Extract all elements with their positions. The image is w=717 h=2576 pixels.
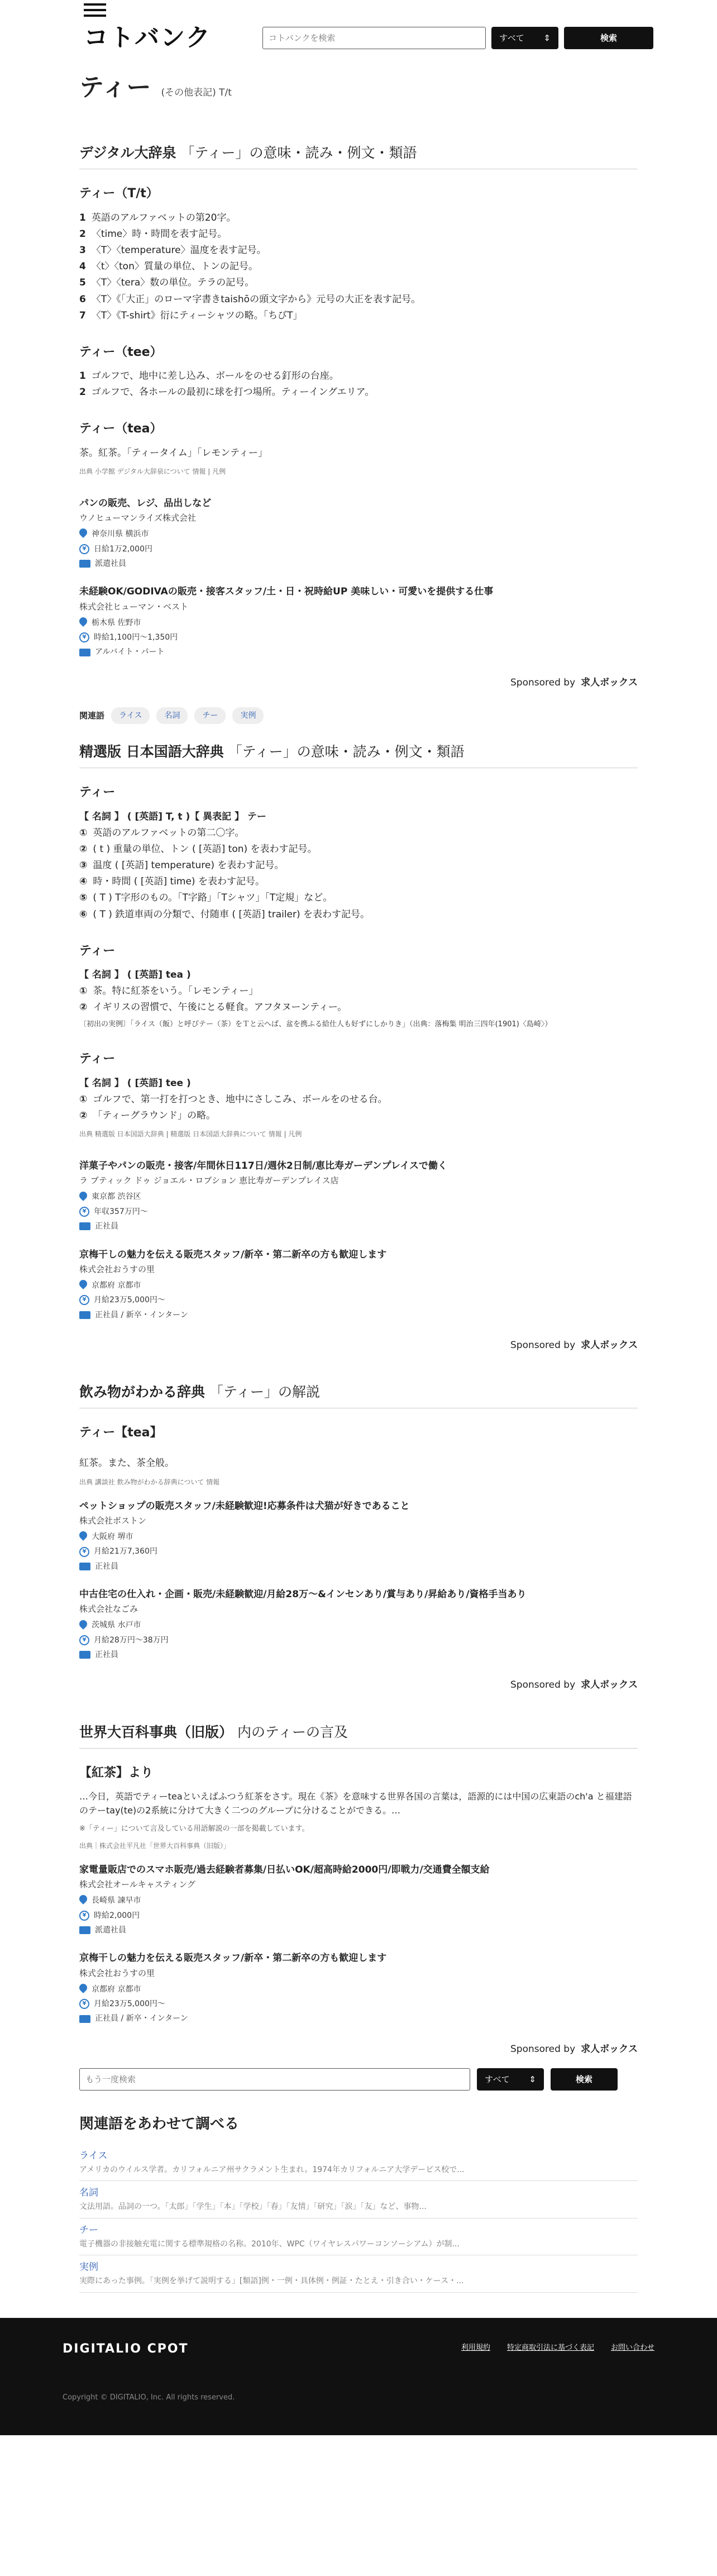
search-input[interactable] — [79, 2068, 470, 2091]
source-note: 出典 講談社 飲み物がわかる辞典について 情報 — [79, 1478, 220, 1486]
source-note: 出典 小学館 デジタル大辞泉について 情報 | 凡例 — [79, 467, 226, 475]
entry-heading: ティー — [79, 785, 116, 800]
definition-text: 英語のアルファベットの第20字。 — [91, 212, 236, 223]
definition-item — [79, 227, 638, 242]
entry-heading: ティー — [79, 944, 116, 958]
definition-number: ② — [79, 1002, 88, 1013]
dict-title: 飲み物がわかる辞典 「ティー」の解説 — [79, 1381, 638, 1408]
bottom-search-form — [79, 2068, 638, 2091]
job-type: 派遣社員 — [79, 558, 638, 570]
definition-number: 1 — [79, 370, 86, 382]
job-type: アルバイト・パート — [79, 646, 638, 658]
job-type: 派遣社員 — [79, 1924, 638, 1936]
definition-item — [79, 826, 638, 841]
definition-list — [79, 211, 638, 323]
related-chip[interactable]: 実例 — [232, 707, 264, 724]
job-type: 正社員 / 新卒・インターン — [79, 2012, 638, 2025]
definition-number: 1 — [79, 212, 86, 223]
entry — [79, 941, 638, 1031]
definition-text: 〈t〉〈ton〉質量の単位、トンの記号。 — [91, 261, 258, 273]
job-list — [79, 496, 638, 659]
definition-list — [79, 1092, 638, 1123]
definition-text: ( T ) T字形のもの。「T字路」「Tシャツ」「T定規」など。 — [93, 892, 333, 904]
definition-item — [79, 874, 638, 889]
job-title[interactable]: 未経験OK/GODIVAの販売・接客スタッフ/土・日・祝時給UP 美味しい・可愛いを提供する仕事 — [79, 586, 494, 598]
definition-number: 6 — [79, 293, 86, 305]
job-title[interactable]: 家電量販店でのスマホ販売/過去経験者募集/日払いOK/超高時給2000円/即戦力/交通費全額支給 — [79, 1864, 490, 1876]
definition-number: ③ — [79, 860, 88, 872]
related-words-bar: 関連語 ライス 名詞 チー 実例 — [79, 707, 638, 724]
dict-section-drinks — [79, 1381, 638, 1693]
job-location: 京都府 京都市 — [79, 1279, 638, 1292]
yen-icon: ¥ — [79, 1547, 89, 1557]
definition-item — [79, 858, 638, 873]
job-pay: ¥ 月給23万5,000円〜 — [79, 1294, 638, 1306]
job-title[interactable]: 洋菓子やパンの販売・接客/年間休日117日/週休2日制/恵比寿ガーデンプレイスで働く — [79, 1160, 447, 1172]
location-pin-icon — [79, 1895, 87, 1906]
part-of-speech: 【 名詞 】 ( [英語] tee ) — [79, 1077, 191, 1089]
definition-item — [79, 243, 638, 258]
definition-text: ゴルフで、第一打を打つとき、地中にさしこみ、ボールをのせる台。 — [93, 1093, 388, 1105]
definition-item — [79, 259, 638, 274]
job-location: 大阪府 堺市 — [79, 1531, 638, 1543]
definition-text: 「ティーグラウンド」の略。 — [93, 1110, 216, 1121]
job-company: 株式会社おうすの里 — [79, 1968, 155, 1978]
definition-text: 〈T〉《「大正」のローマ字書きtaishōの頭文字から》元号の大正を表す記号。 — [91, 293, 421, 305]
yen-icon: ¥ — [79, 1295, 89, 1305]
definition-list — [79, 826, 638, 922]
footer-link[interactable]: 特定商取引法に基づく表記 — [506, 2343, 594, 2352]
entry — [79, 1049, 638, 1140]
definition-item — [79, 984, 638, 999]
definition-list — [79, 984, 638, 1015]
job-title[interactable]: 京梅干しの魅力を伝える販売スタッフ/新卒・第二新卒の方も歓迎します — [79, 1249, 387, 1260]
briefcase-icon — [79, 1926, 90, 1934]
job-pay: ¥ 月給23万5,000円〜 — [79, 1998, 638, 2010]
footer-link[interactable]: お問い合わせ — [610, 2343, 654, 2352]
page-title-row — [79, 68, 638, 107]
job-listing[interactable] — [79, 1159, 638, 1232]
definition-text: 〈T〉〈tera〉数の単位。テラの記号。 — [91, 277, 255, 289]
yen-icon: ¥ — [79, 632, 89, 642]
related-item[interactable]: ライス アメリカのウイルス学者。カリフォルニア州サクラメント生まれ。1974年カリフォルニア大学デービス校で... — [79, 2144, 638, 2182]
source-note: 出典 精選版 日本国語大辞典 | 精選版 日本国語大辞典について 情報 | 凡例 — [79, 1130, 302, 1139]
dict-section-daijisen — [79, 142, 638, 724]
main-content — [79, 68, 638, 2293]
sponsor-line: Sponsored by 求人ボックス — [79, 2042, 638, 2057]
part-of-speech: 【 名詞 】 ( [英語] T, t )【 異表記 】 テー — [79, 811, 267, 822]
definition-number: ① — [79, 827, 88, 839]
job-company: 株式会社なごみ — [79, 1604, 138, 1615]
entry-heading: ティー（T/t） — [79, 187, 159, 201]
job-location: 神奈川県 横浜市 — [79, 528, 638, 540]
job-pay: ¥ 時給2,000円 — [79, 1910, 638, 1922]
job-listing[interactable] — [79, 496, 638, 570]
job-company: 株式会社ボストン — [79, 1515, 147, 1526]
sponsor-logo[interactable]: 求人ボックス — [581, 1679, 638, 1691]
entry-heading: 【紅茶】より — [79, 1765, 154, 1780]
definition-text: 〈time〉時・時間を表す記号。 — [91, 228, 227, 240]
definition-number: ① — [79, 985, 88, 997]
briefcase-icon — [79, 1222, 90, 1230]
sponsor-line: Sponsored by 求人ボックス — [79, 675, 638, 691]
chevron-updown-icon: ⇕ — [529, 2074, 536, 2084]
definition-item — [79, 308, 638, 323]
definition-text: ゴルフで、地中に差し込み、ボールをのせる釘形の台座。 — [91, 370, 339, 382]
dict-section-nikkoku — [79, 741, 638, 1353]
definition-number: ④ — [79, 876, 88, 888]
part-of-speech: 【 名詞 】 ( [英語] tea ) — [79, 969, 191, 980]
source-note: 出典｜株式会社平凡社「世界大百科事典（旧版）」 — [79, 1841, 231, 1850]
definition-item — [79, 1000, 638, 1015]
yen-icon: ¥ — [79, 1635, 89, 1645]
entry-text: 茶。紅茶。「ティータイム」「レモンティー」 — [79, 447, 267, 459]
definition-number: 3 — [79, 244, 86, 256]
dict-section-heibonsha — [79, 1721, 638, 2057]
definition-number: 2 — [79, 228, 86, 240]
job-pay: ¥ 月給28万円〜38万円 — [79, 1634, 638, 1646]
definition-text: ( T ) 鉄道車両の分類で、付随車 ( [英語] trailer) を表わす記号。 — [93, 908, 370, 920]
site-header — [0, 0, 717, 61]
entry-text: 紅茶。また、茶全般。 — [79, 1458, 174, 1469]
sponsor-logo[interactable]: 求人ボックス — [581, 677, 638, 688]
job-type: 正社員 — [79, 1560, 638, 1573]
job-company: ウノヒューマンライズ株式会社 — [79, 513, 196, 523]
job-company: 株式会社ヒューマン・ベスト — [79, 601, 189, 612]
sponsor-line: Sponsored by 求人ボックス — [79, 1338, 638, 1353]
job-company: ラ ブティック ドゥ ジョエル・ロブション 恵比寿ガーデンプレイス店 — [79, 1175, 339, 1186]
definition-item — [79, 211, 638, 226]
definition-text: 時・時間 ( [英語] time) を表わす記号。 — [93, 876, 265, 888]
definition-item — [79, 1092, 638, 1107]
definition-item — [79, 275, 638, 291]
definition-number: 7 — [79, 309, 86, 321]
sponsor-line: Sponsored by 求人ボックス — [79, 1678, 638, 1693]
job-list — [79, 1863, 638, 2025]
definition-item — [79, 369, 638, 384]
dict-title: デジタル大辞泉 「ティー」の意味・読み・例文・類語 — [79, 142, 638, 169]
definition-number: ⑤ — [79, 892, 88, 904]
dict-title: 世界大百科事典（旧版） 内のティーの言及 — [79, 1721, 638, 1749]
definition-text: ( t ) 重量の単位、トン ( [英語] ton) を表わす記号。 — [93, 843, 317, 855]
search-form — [262, 27, 653, 49]
job-title[interactable]: 中古住宅の仕入れ・企画・販売/未経験歓迎/月給28万〜&インセンあり/賞与あり/昇給あり/資格手当あり — [79, 1589, 527, 1601]
search-button[interactable]: 検索 — [551, 2068, 618, 2091]
yen-icon: ¥ — [79, 1911, 89, 1921]
definition-text: 〈T〉〈temperature〉温度を表す記号。 — [91, 244, 266, 256]
location-pin-icon — [79, 1531, 87, 1542]
copyright: Copyright © DIGITALIO, Inc. All rights reserved. — [63, 2393, 235, 2402]
job-type: 正社員 / 新卒・インターン — [79, 1309, 638, 1321]
location-pin-icon — [79, 1192, 87, 1203]
entry — [79, 419, 638, 477]
definition-number: 2 — [79, 387, 86, 398]
job-location: 茨城県 水戸市 — [79, 1619, 638, 1631]
job-title[interactable]: パンの販売、レジ、品出しなど — [79, 498, 212, 510]
yen-icon: ¥ — [79, 1999, 89, 2009]
briefcase-icon — [79, 1651, 90, 1659]
location-pin-icon — [79, 1620, 87, 1631]
definition-text: イギリスの習慣で、午後にとる軽食。アフタヌーンティー。 — [93, 1002, 347, 1013]
page-subtitle: (その他表記) T/t — [161, 87, 232, 98]
job-list — [79, 1159, 638, 1321]
definition-number: ② — [79, 843, 88, 855]
definition-number: ① — [79, 1093, 88, 1105]
related-item[interactable]: チー 電子機器の非接触充電に関する標準規格の名称。2010年、WPC（ワイヤレスパワーコンソーシアム）が制... — [79, 2218, 638, 2256]
briefcase-icon — [79, 1563, 90, 1570]
job-pay: ¥ 日給1万2,000円 — [79, 543, 638, 555]
job-list — [79, 1499, 638, 1661]
job-title[interactable]: ペットショップの販売スタッフ/未経験歓迎!応募条件は犬猫が好きであること — [79, 1500, 410, 1512]
search-input[interactable] — [262, 27, 486, 49]
job-type: 正社員 — [79, 1649, 638, 1661]
definition-text: 茶。特に紅茶をいう。「レモンティー」 — [93, 985, 259, 997]
job-pay: ¥ 年収357万円〜 — [79, 1206, 638, 1218]
definition-item — [79, 842, 638, 857]
job-location: 長崎県 諫早市 — [79, 1894, 638, 1907]
definition-item — [79, 1108, 638, 1123]
yen-icon: ¥ — [79, 1207, 89, 1217]
definition-number: ② — [79, 1110, 88, 1121]
related-chip[interactable]: 名詞 — [156, 707, 188, 724]
menu-icon[interactable] — [84, 3, 106, 18]
definition-text: 〈T〉《T-shirt》衍にティーシャツの略。「ちびT」 — [91, 309, 303, 321]
location-pin-icon — [79, 1984, 87, 1995]
definition-list — [79, 369, 638, 400]
job-title[interactable]: 京梅干しの魅力を伝える販売スタッフ/新卒・第二新卒の方も歓迎します — [79, 1953, 387, 1964]
chevron-updown-icon: ⇕ — [543, 33, 551, 43]
related-chip[interactable]: ライス — [111, 707, 150, 724]
footer-link[interactable]: 利用規約 — [461, 2343, 490, 2352]
related-item[interactable]: 名詞 文法用語。品詞の一つ。「太郎」「学生」「本」「学校」「春」「友情」「研究」「涙」「友」など、事物... — [79, 2181, 638, 2218]
job-listing[interactable] — [79, 1499, 638, 1573]
definition-text: 温度 ( [英語] temperature) を表わす記号。 — [93, 860, 284, 872]
job-pay: ¥ 時給1,100円〜1,350円 — [79, 631, 638, 644]
definition-item — [79, 891, 638, 906]
job-pay: ¥ 月給21万7,360円 — [79, 1545, 638, 1558]
briefcase-icon — [79, 649, 90, 656]
definition-item — [79, 292, 638, 307]
definition-item — [79, 907, 638, 922]
definition-number: 4 — [79, 261, 86, 273]
footer-links — [461, 2342, 654, 2354]
job-location: 京都府 京都市 — [79, 1983, 638, 1996]
site-logo[interactable]: コトバンク — [84, 23, 212, 52]
entry — [79, 783, 638, 922]
related-chip[interactable]: チー — [194, 707, 226, 724]
dict-title: 精選版 日本国語大辞典 「ティー」の意味・読み・例文・類語 — [79, 741, 638, 768]
related-item[interactable]: 実例 実際にあった事例。「実例を挙げて説明する」[類語]例・一例・具体例・例証・たとえ・引き合い・ケース・... — [79, 2255, 638, 2293]
briefcase-icon — [79, 560, 90, 568]
search-button[interactable]: 検索 — [564, 27, 653, 49]
job-listing[interactable] — [79, 1863, 638, 1936]
sponsor-logo[interactable]: 求人ボックス — [581, 2043, 638, 2055]
location-pin-icon — [79, 528, 87, 540]
footer-logo[interactable]: DIGITALIO CPOT — [63, 2341, 189, 2356]
job-listing[interactable] — [79, 584, 638, 658]
job-listing[interactable] — [79, 1951, 638, 2025]
entry-heading: ティー — [79, 1052, 116, 1066]
job-listing[interactable] — [79, 1587, 638, 1661]
job-company: 株式会社オールキャスティング — [79, 1879, 195, 1890]
definition-text: ゴルフで、各ホールの最初に球を打つ場所。ティーイングエリア。 — [91, 387, 375, 398]
related-list — [79, 2113, 638, 2293]
job-location: 東京都 渋谷区 — [79, 1191, 638, 1203]
location-pin-icon — [79, 617, 87, 628]
entry-heading: ティー（tea） — [79, 422, 162, 436]
entry — [79, 184, 638, 323]
job-listing[interactable] — [79, 1247, 638, 1321]
search-scope-select[interactable]: すべて ⇕ — [477, 2068, 544, 2091]
job-type: 正社員 — [79, 1220, 638, 1232]
definition-item — [79, 385, 638, 400]
related-list-title: 関連語をあわせて調べる — [79, 2115, 240, 2132]
entry-heading: ティー【tea】 — [79, 1426, 162, 1440]
definition-number: 5 — [79, 277, 86, 289]
page-title: ティー — [79, 73, 151, 102]
site-footer — [0, 2318, 717, 2435]
entry-heading: ティー（tee） — [79, 345, 162, 359]
job-company: 株式会社おうすの里 — [79, 1264, 155, 1274]
location-pin-icon — [79, 1280, 87, 1291]
definition-text: 英語のアルファベットの第二〇字。 — [93, 827, 245, 839]
definition-number: ⑥ — [79, 908, 88, 920]
note-text: ※「ティー」について言及している用語解説の一部を掲載しています。 — [79, 1825, 309, 1834]
sponsor-logo[interactable]: 求人ボックス — [581, 1340, 638, 1351]
entry-text: …今日，英語でティーteaといえばふつう紅茶をさす。現在《茶》を意味する世界各国の言葉は，語源的には中国の広東語のch'a と福建語のテーtay(te)の2系統に分けて大きく二つのグループに分けることができる。… — [79, 1791, 632, 1816]
job-location: 栃木県 佐野市 — [79, 617, 638, 629]
citation-quote: 〔初出の実例〕「ライス（飯）と呼びテー（茶）をＴと云へば、盆を携ふる給仕人も好ずにしかりき」（出典：落梅集 明治三四年(1901)〈島崎〉） — [79, 1020, 552, 1029]
yen-icon: ¥ — [79, 544, 89, 554]
search-scope-select[interactable]: すべて ⇕ — [491, 27, 558, 49]
briefcase-icon — [79, 2015, 90, 2023]
entry — [79, 342, 638, 401]
briefcase-icon — [79, 1311, 90, 1319]
